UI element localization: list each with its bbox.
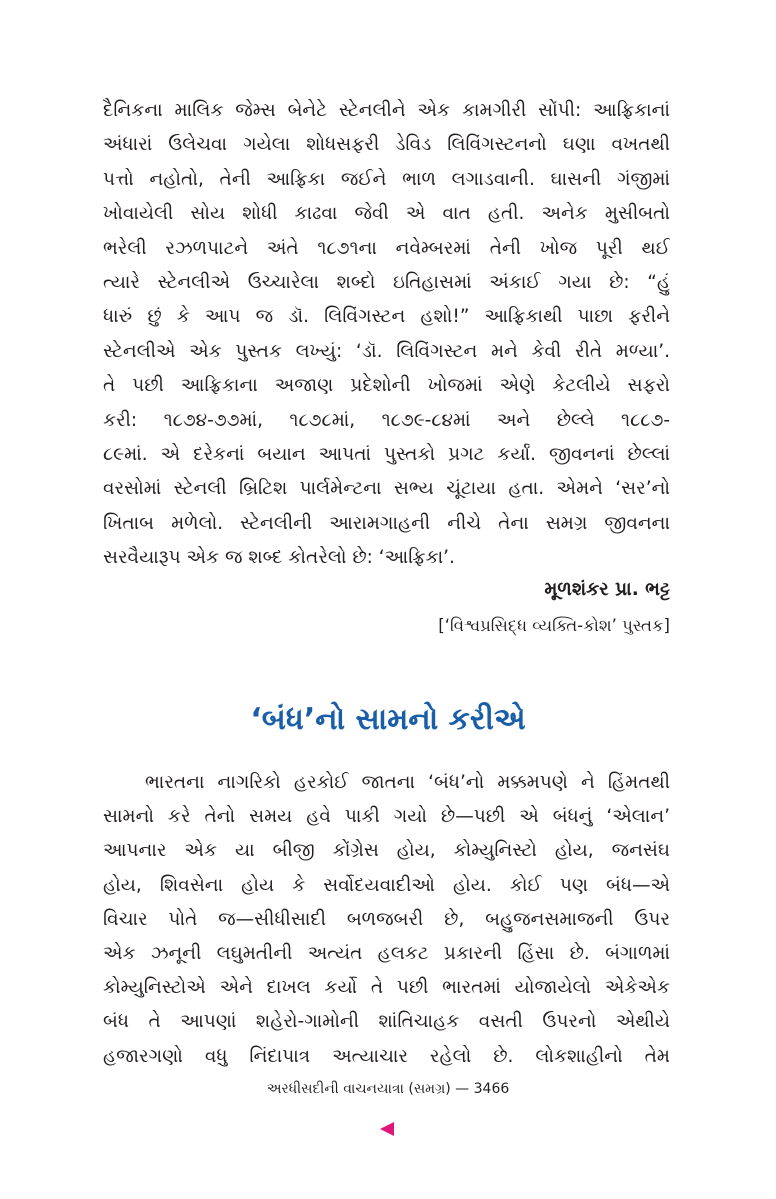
text-line: દૈનિકના માલિક જેમ્સ બેનેટે સ્ટેનલીને એક કામગીરી સોંપી: આફ્રિકાનાં <box>103 100 670 121</box>
article-1-source: [‘વિશ્વપ્રસિદ્ધ વ્યક્તિ-કોશ’ પુસ્તક] <box>438 616 670 635</box>
text-line: વિચાર પોતે જ—સીધીસાદી બળજબરી છે, બહુજનસમાજની ઉપર <box>103 908 670 930</box>
text-line: પત્તો નહોતો, તેની આફ્રિકા જઈને ભાળ લગાડવાની. ઘાસની ગંજીમાં <box>103 168 670 190</box>
text-line: સામનો કરે તેનો સમય હવે પાકી ગયો છે—પછી એ બંધનું ‘એલાન’ <box>103 806 670 828</box>
text-line: ભારતના નાગરિકો હરકોઈ જાતના ‘બંધ’નો મક્કમપણે ને હિંમતથી <box>145 772 670 793</box>
text-line: અંધારાં ઉલેચવા ગયેલા શોધસફરી ડેવિડ લિવિંગસ્ટનનો ઘણા વખતથી <box>103 134 670 156</box>
text-line: એક ઝનૂની લઘુમતીની અત્યંત હલકટ પ્રકારની હિંસા છે. બંગાળમાં <box>103 942 670 964</box>
text-line: આપનાર એક યા બીજી કોંગ્રેસ હોય, કોમ્યુનિસ્ટો હોય, જનસંઘ <box>103 840 670 862</box>
article-2-body <box>103 766 670 1074</box>
text-line: ખોવાયેલી સોય શોધી કાઢવા જેવી એ વાત હતી. અનેક મુસીબતો <box>103 203 670 225</box>
text-line: કોમ્યુનિસ્ટોએ એને દાખલ કર્યો તે પછી ભારતમાં યોજાયેલો એકેએક <box>103 977 670 999</box>
text-line: વરસોમાં સ્ટેનલી બ્રિટિશ પાર્લમેન્ટના સભ્ય ચૂંટાયા હતા. એમને ‘સર’નો <box>103 478 670 500</box>
text-line: હજારગણો વધુ નિંદાપાત્ર અત્યાચાર રહેલો છે. લોકશાહીનો તેમ <box>103 1045 670 1067</box>
article-2-title: ‘બંધ’નો સામનો કરીએ <box>250 702 526 737</box>
previous-page-arrow-icon[interactable] <box>380 1122 394 1136</box>
text-line: ધારું છું કે આપ જ ડૉ. લિવિંગસ્ટન હશો!” આફ્રિકાથી પાછા ફરીને <box>103 306 670 328</box>
article-1-body <box>103 94 670 575</box>
text-line: સરવૈયારૂપ એક જ શબ્દ કોતરેલો છે: ‘આફ્રિકા’. <box>103 547 455 569</box>
page-footer: અરધીસદીની વાચનયાત્રા (સમગ્ર) — 3466 <box>266 1081 510 1097</box>
text-line: કરી: ૧૮૭૪-૭૭માં, ૧૮૭૮માં, ૧૮૭૯-૮૪માં અને છેલ્લે ૧૮૮૭- <box>103 409 670 431</box>
text-line: તે પછી આફ્રિકાના અજાણ પ્રદેશોની ખોજમાં એણે કેટલીયે સફરો <box>103 375 670 397</box>
text-line: ૮૯માં. એ દરેકનાં બયાન આપતાં પુસ્તકો પ્રગટ કર્યાં. જીવનનાં છેલ્લાં <box>103 443 670 465</box>
text-line: ભરેલી રઝળપાટને અંતે ૧૮૭૧ના નવેમ્બરમાં તેની ખોજ પૂરી થઈ <box>103 237 670 259</box>
text-line: હોય, શિવસેના હોય કે સર્વોદયવાદીઓ હોય. કોઈ પણ બંધ—એ <box>103 874 670 896</box>
text-line: ખિતાબ મળેલો. સ્ટેનલીની આરામગાહની નીચે તેના સમગ્ર જીવનના <box>103 512 670 534</box>
text-line: ત્યારે સ્ટેનલીએ ઉચ્ચારેલા શબ્દો ઇતિહાસમાં અંકાઈ ગયા છે: “હું <box>103 271 670 293</box>
text-line: સ્ટેનલીએ એક પુસ્તક લખ્યું: ‘ડૉ. લિવિંગસ્ટન મને કેવી રીતે મળ્યા’. <box>103 340 670 362</box>
text-line: બંધ તે આપણાં શહેરો-ગામોની શાંતિચાહક વસતી ઉપરનો એથીયે <box>103 1011 670 1033</box>
article-1-author: મૂળશંકર પ્રા. ભટ્ટ <box>544 579 670 600</box>
